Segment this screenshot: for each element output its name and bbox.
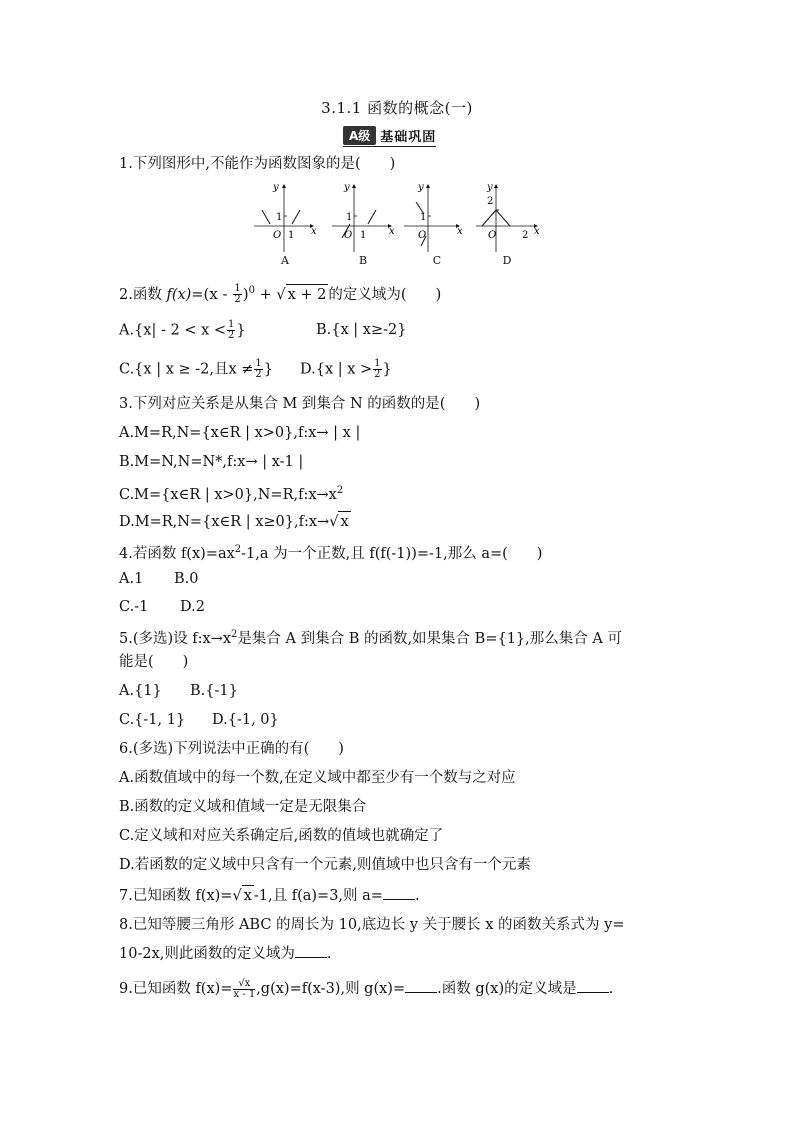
q2-opta-num: 1 [228,319,235,330]
q9-answer-blank-2[interactable] [577,978,609,993]
question-8-line-1: 8.已知等腰三角形 ABC 的周长为 10,底边长 y 关于腰长 x 的函数关系式为 y= [119,917,625,933]
q2-option-c-end: } [263,361,274,378]
question-5-stem-cont: 能是( ) [119,654,189,670]
q3-option-c[interactable] [119,481,343,505]
graph-a [250,180,320,270]
q4-option-b[interactable]: B.0 [174,571,199,587]
graph-b-y-label: y [344,182,350,193]
q4-stem-sup: 2 [234,544,242,555]
q8-end: . [326,946,332,962]
q6-option-d[interactable]: D.若函数的定义域中只含有一个元素,则值域中也只含有一个元素 [119,857,531,873]
q3-option-a[interactable]: A.M=R,N={x∈R | x>0},f:x→ | x | [119,425,361,441]
graph-b-plot [328,180,398,252]
q9-frac-den: x - 1 [233,988,256,1000]
question-1-stem: 1.下列图形中,不能作为函数图象的是( ) [119,156,396,172]
q5-option-b[interactable]: B.{-1} [190,683,238,699]
graph-d-x-label: x [534,226,540,237]
q2-option-d-fraction [373,359,381,380]
graph-b-tick-x: 1 [360,230,367,241]
q6-option-c[interactable]: C.定义域和对应关系确定后,函数的值域也就确定了 [119,828,444,844]
graph-d-tick-y: 2 [487,196,494,207]
q8-answer-blank[interactable] [295,943,327,958]
q4-stem-a: 4.若函数 f(x)=ax [119,545,235,562]
q2-option-c-fraction [254,359,262,380]
q2-frac-den: 2 [234,294,241,306]
level-text: 基础巩固 [380,130,437,145]
q3-option-d[interactable]: D.M=R,N={x∈R | x≥0},f:x→√ x [119,511,351,532]
q2-option-c-text: C.{x | x ≥ -2,且x ≠ [119,361,254,378]
q7-sqrt: x [242,885,254,906]
level-heading [343,126,436,147]
graph-a-y-label: y [273,182,279,193]
q2-option-a[interactable] [119,320,246,341]
q9-prefix: 9.已知函数 f(x)= [119,981,233,997]
q3-option-c-sup: 2 [336,485,344,496]
graph-b-tick-y: 1 [346,212,353,223]
q3-option-d-text: D.M=R,N={x∈R | x≥0},f:x→ [119,514,330,530]
q9-fraction [233,979,255,1000]
q2-option-a-end: } [236,322,246,339]
q2-fraction [233,284,241,305]
graph-a-label: A [281,254,289,267]
q4-option-d[interactable]: D.2 [180,599,205,615]
q2-suffix: 的定义域为( ) [328,286,442,303]
q3-option-b[interactable]: B.M=N,N=N*,f:x→ | x-1 | [119,454,304,470]
graph-c-tick-y: 1 [420,212,427,223]
graph-d-origin: O [488,230,497,241]
graph-b-label: B [358,254,368,267]
graph-c-label: C [432,254,442,267]
q2-option-a-text: A.{x| - 2 < x < [119,322,227,339]
q5-option-a[interactable]: A.{1} [119,683,162,699]
q2-option-d-end: } [382,361,392,378]
q9-mid: ,g(x)=f(x-3),则 g(x)= [256,981,406,997]
q7-answer-blank[interactable] [383,885,415,900]
graph-b [328,180,398,270]
q2-exponent: 0 [248,285,255,296]
q6-option-b[interactable]: B.函数的定义域和值域一定是无限集合 [119,799,367,815]
question-3-stem: 3.下列对应关系是从集合 M 到集合 N 的函数的是( ) [119,396,481,412]
graph-a-plot [250,180,320,252]
q2-optc-num: 1 [255,358,262,369]
q2-optd-num: 1 [374,358,381,369]
graph-b-x-label: x [389,226,395,237]
graph-a-tick-y: 1 [276,212,283,223]
q5-stem-a: 5.(多选)设 f:x→x [119,630,232,647]
q2-plus: + [255,286,277,303]
q5-option-c[interactable]: C.{-1, 1} [119,712,186,728]
question-8-line-2 [119,943,331,964]
q3-option-d-sqrt: x [338,511,350,532]
q5-option-d[interactable]: D.{-1, 0} [212,712,279,728]
question-6-stem: 6.(多选)下列说法中正确的有( ) [119,741,344,757]
q7-prefix: 7.已知函数 f(x)= [119,888,233,904]
q2-opta-den: 2 [228,330,235,341]
q7-end: . [414,888,420,904]
q2-option-b[interactable]: B.{x | x≥-2} [316,322,407,338]
q2-optd-den: 2 [374,369,381,380]
q4-option-a[interactable]: A.1 [119,571,144,587]
q2-fx: f(x)= [166,286,204,303]
graph-d-y-label: y [487,182,493,193]
graph-c [402,180,472,270]
graph-a-tick-x: 1 [288,230,295,241]
q2-option-c[interactable] [119,359,273,380]
q2-optc-den: 2 [255,369,262,380]
q2-prefix: 2.函数 [119,286,167,303]
graph-d [472,180,542,270]
graph-d-plot [472,180,544,252]
graph-a-origin: O [273,230,282,241]
q4-option-c[interactable]: C.-1 [119,599,149,615]
graph-c-y-label: y [418,182,424,193]
graph-d-tick-x: 2 [522,230,529,241]
question-5-stem [119,625,622,649]
q2-part1-end: ) [242,284,249,303]
q5-stem-sup: 2 [231,629,238,640]
q2-option-a-fraction [227,320,235,341]
q8-line2-text: 10-2x,则此函数的定义域为 [119,946,295,962]
q2-option-d-text: D.{x | x > [300,361,373,378]
question-4-stem [119,540,542,564]
q7-mid: -1,且 f(a)=3,则 a= [253,888,383,904]
graph-b-origin: O [344,230,353,241]
q2-sqrt: x + 2 [286,284,329,305]
q2-frac-num: 1 [234,283,241,295]
graph-a-x-label: x [311,226,317,237]
q5-stem-b: 是集合 A 到集合 B 的函数,如果集合 B={1},那么集合 A 可 [237,630,622,647]
question-2-stem: 2.函数 f(x)=(x - $\frac{1}{2}$ )$^0$ + √ x + 2 的定义域为( ) [119,283,442,306]
question-7: 7.已知函数 f(x)=√ x -1,且 f(a)=3,则 a= . [119,885,420,906]
q9-frac-num: √x [233,979,255,990]
q2-option-d[interactable] [300,359,392,380]
graph-c-origin: O [418,230,427,241]
q3-option-c-text: C.M={x∈R | x>0},N=R,f:x→x [119,486,337,503]
q2-part1: (x - [203,284,233,303]
q4-stem-b: -1,a 为一个正数,且 f(f(-1))=-1,那么 a=( ) [241,545,543,562]
graph-c-x-label: x [457,226,463,237]
graph-d-label: D [502,254,512,267]
question-9 [119,978,613,1000]
page-title: 3.1.1 函数的概念(一) [321,99,473,117]
q9-end: . [608,981,614,997]
graph-c-plot [402,180,472,252]
level-badge: A级 [343,126,376,145]
q1-graphs [250,180,550,270]
q9-answer-blank-1[interactable] [405,978,437,993]
q6-option-a[interactable]: A.函数值域中的每一个数,在定义域中都至少有一个数与之对应 [119,770,516,786]
q9-mid2: .函数 g(x)的定义域是 [437,981,577,997]
